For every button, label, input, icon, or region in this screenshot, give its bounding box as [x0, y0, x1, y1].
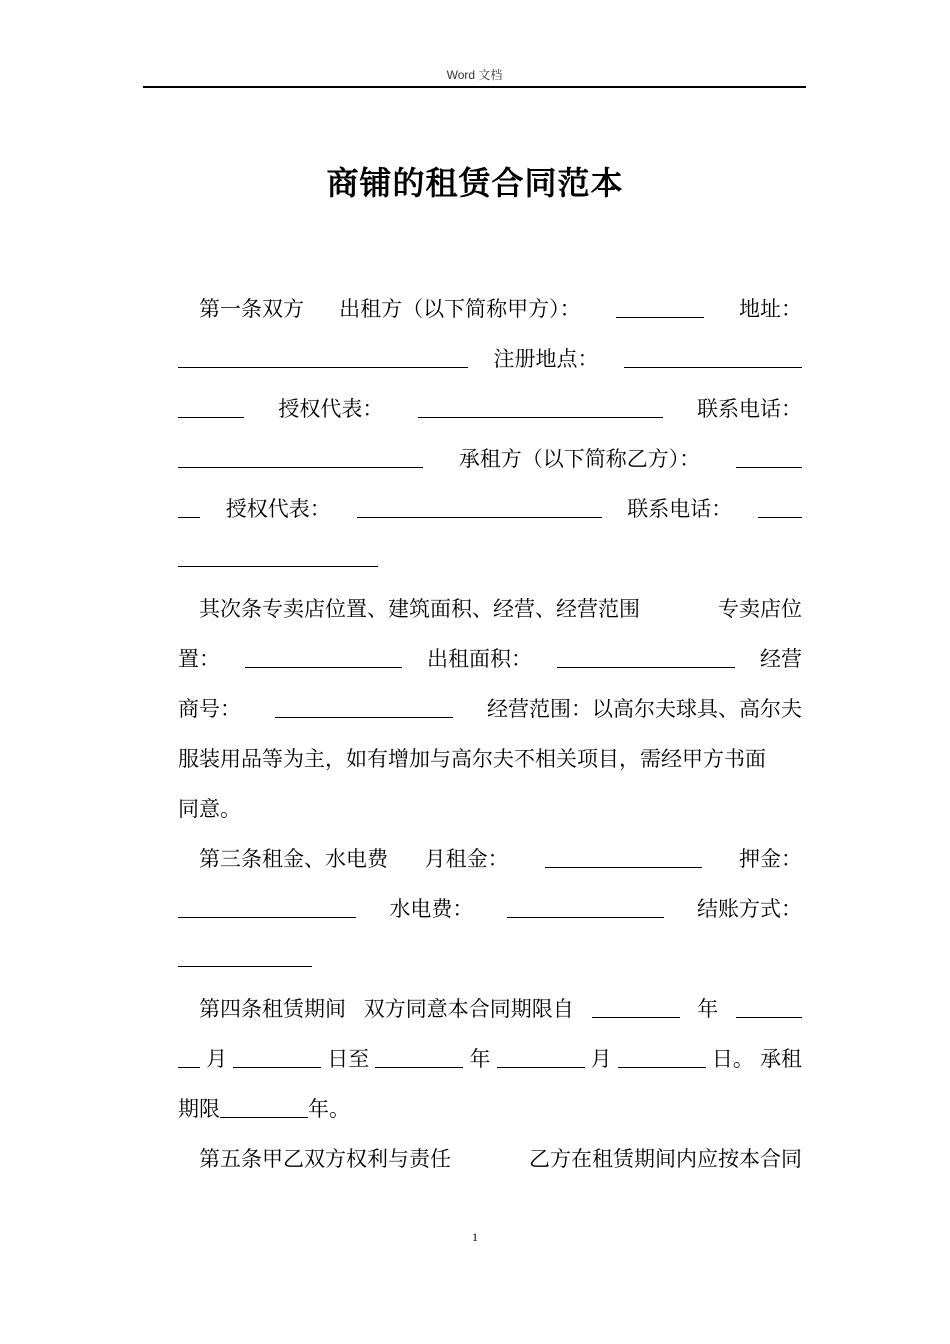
text-segment: 月: [206, 1047, 228, 1071]
fill-in-blank[interactable]: [592, 991, 680, 1018]
text-segment: 联系电话：: [627, 497, 733, 521]
text-segment: 置：: [178, 647, 220, 671]
text-segment: 承租: [759, 1047, 802, 1071]
text-segment: 月: [590, 1047, 612, 1071]
fill-in-blank[interactable]: [624, 341, 802, 368]
text-line: [178, 488, 802, 538]
text-segment: 授权代表：: [278, 397, 384, 421]
fill-in-blank[interactable]: [497, 1041, 585, 1068]
text-segment: 年: [697, 997, 719, 1021]
text-segment: 经营范围：以高尔夫球具、高尔夫: [487, 697, 802, 721]
text-segment: 月租金：: [424, 847, 509, 871]
fill-in-blank[interactable]: [616, 291, 704, 318]
fill-in-blank[interactable]: [178, 441, 423, 468]
text-segment: 水电费：: [389, 897, 474, 921]
fill-in-blank[interactable]: [418, 391, 663, 418]
fill-in-blank[interactable]: [736, 441, 802, 468]
fill-in-blank[interactable]: [178, 391, 244, 418]
text-segment: 地址：: [738, 297, 802, 321]
text-segment: 期限: [178, 1097, 220, 1121]
text-segment: 乙方在租赁期间内应按本合同: [529, 1147, 802, 1171]
fill-in-blank[interactable]: [233, 1041, 321, 1068]
text-segment: 第五条甲乙双方权利与责任: [199, 1147, 451, 1171]
fill-in-blank[interactable]: [736, 991, 802, 1018]
text-line: [178, 388, 802, 438]
text-segment: 出租方（以下简称甲方）：: [339, 297, 581, 321]
text-segment: 出租面积：: [427, 647, 532, 671]
text-segment: 日至: [327, 1047, 370, 1071]
text-line: [178, 538, 802, 588]
fill-in-blank[interactable]: [275, 691, 453, 718]
fill-in-blank[interactable]: [178, 341, 468, 368]
fill-in-blank[interactable]: [178, 540, 378, 567]
fill-in-blank[interactable]: [245, 641, 402, 668]
text-segment: 商号：: [178, 697, 241, 721]
text-line: [178, 638, 802, 688]
text-line: [178, 888, 802, 938]
fill-in-blank[interactable]: [357, 491, 602, 518]
text-segment: 注册地点：: [493, 347, 599, 371]
text-segment: 授权代表：: [225, 497, 331, 521]
text-segment: 其次条专卖店位置、建筑面积、经营、经营范围: [199, 597, 640, 621]
text-line: [178, 1038, 802, 1088]
text-line: [178, 788, 802, 838]
page-header: Word 文档: [446, 68, 503, 82]
text-line: [178, 588, 802, 638]
text-segment: 第四条租赁期间: [199, 997, 346, 1021]
text-line: [178, 288, 802, 338]
fill-in-blank[interactable]: [178, 1041, 200, 1068]
text-line: [178, 338, 802, 388]
page-number: 1: [472, 1230, 478, 1244]
fill-in-blank[interactable]: [557, 641, 735, 668]
text-line: [178, 688, 802, 738]
text-segment: 第三条租金、水电费: [199, 847, 388, 871]
fill-in-blank[interactable]: [618, 1041, 706, 1068]
fill-in-blank[interactable]: [507, 891, 664, 918]
text-segment: 专卖店位: [718, 597, 802, 621]
text-line: [178, 1138, 802, 1188]
fill-in-blank[interactable]: [178, 940, 312, 967]
fill-in-blank[interactable]: [758, 491, 802, 518]
text-segment: 经营: [760, 647, 802, 671]
fill-in-blank[interactable]: [178, 891, 356, 918]
text-line: [178, 838, 802, 888]
text-segment: 联系电话：: [696, 397, 802, 421]
fill-in-blank[interactable]: [178, 491, 200, 518]
text-line: [178, 1088, 802, 1138]
text-segment: 承租方（以下简称乙方）：: [458, 447, 701, 471]
text-line: [178, 738, 802, 788]
header-rule: [143, 86, 806, 88]
fill-in-blank[interactable]: [220, 1091, 308, 1118]
fill-in-blank[interactable]: [545, 841, 702, 868]
text-line: [178, 438, 802, 488]
fill-in-blank[interactable]: [375, 1041, 463, 1068]
document-body: [178, 288, 802, 1188]
text-segment: 日。: [711, 1047, 754, 1071]
text-segment: 年: [469, 1047, 491, 1071]
text-segment: 第一条双方: [199, 297, 304, 321]
text-segment: 结账方式：: [696, 897, 802, 921]
text-line: [178, 938, 802, 988]
text-segment: 双方同意本合同期限自: [363, 997, 574, 1021]
text-segment: 同意。: [178, 797, 241, 821]
text-line: [178, 988, 802, 1038]
document-title: 商铺的租赁合同范本: [326, 164, 624, 202]
text-segment: 年。: [308, 1097, 350, 1121]
text-segment: 押金：: [738, 847, 802, 871]
text-segment: 服装用品等为主，如有增加与高尔夫不相关项目，需经甲方书面: [178, 747, 766, 771]
